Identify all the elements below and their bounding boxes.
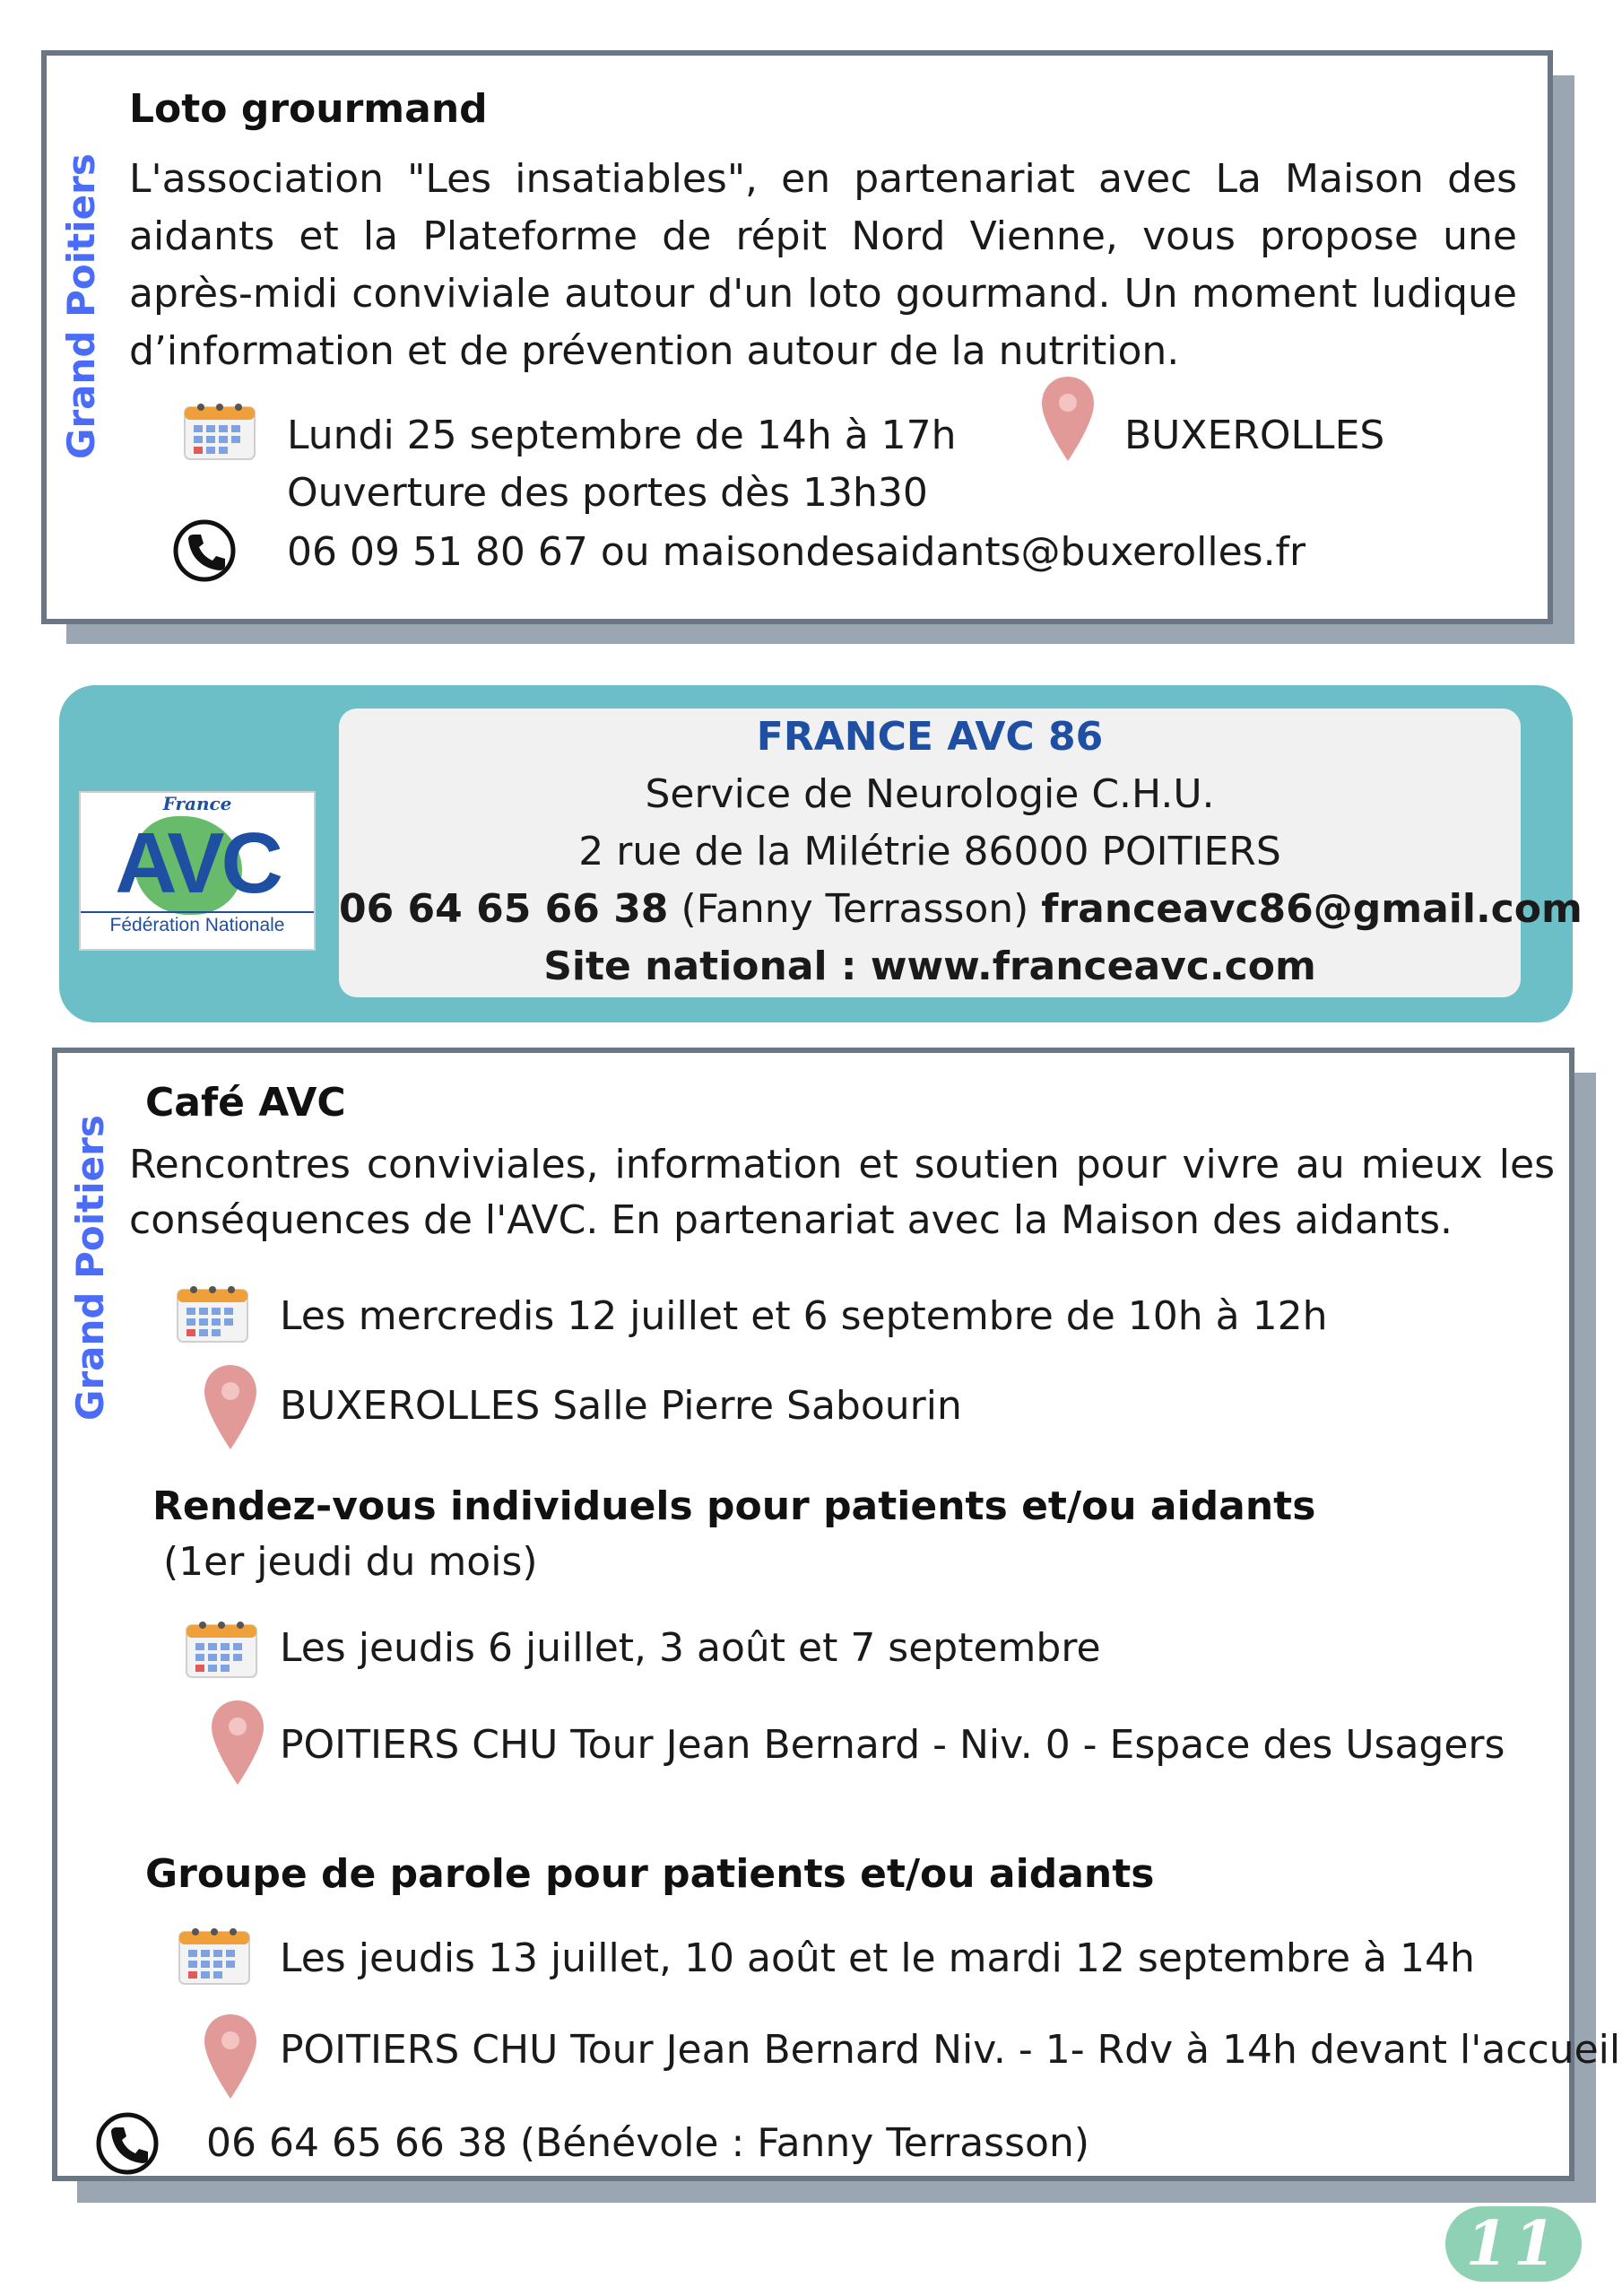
org-service: Service de Neurologie C.H.U. [645,771,1215,817]
cafe-contact: 06 64 65 66 38 (Bénévole : Fanny Terrasson) [206,2120,1089,2166]
calendar-icon [183,400,256,461]
page-number-badge [1445,2206,1582,2282]
event-date: Lundi 25 septembre de 14h à 17h [287,413,957,458]
org-phone: 06 64 65 66 38 [339,886,669,932]
group-location: POITIERS CHU Tour Jean Bernard Niv. - 1- Rdv à 14h devant l'accueil [280,2027,1621,2073]
rdv-location: POITIERS CHU Tour Jean Bernard - Niv. 0 - Espace des Usagers [280,1722,1505,1768]
phone-icon [172,518,237,583]
cafe-title: Café AVC [145,1080,346,1126]
group-title: Groupe de parole pour patients et/ou aidants [145,1851,1155,1897]
org-phone-person: (Fanny Terrasson) [681,886,1029,932]
event-date-note: Ouverture des portes dès 13h30 [287,470,928,516]
event-title: Loto grourmand [129,86,488,132]
cafe-description: Rencontres conviviales, information et soutien pour vivre au mieux les conséquences de l'AVC. En partenariat avec la Maison des aidants. [129,1142,1555,1243]
org-site[interactable]: Site national : www.franceavc.com [543,944,1316,989]
rdv-note: (1er jeudi du mois) [163,1539,538,1585]
cafe-avc-box [52,1048,1621,2181]
rdv-title: Rendez-vous individuels pour patients et/ou aidants [152,1483,1316,1529]
event-description: L'association "Les insatiables", en partenariat avec La Maison des aidants et la Plateforme de répit Nord Vienne, vous propose une après-midi conviviale autour d'un loto gourmand. Un moment ludique d’information et de prévention autour de la nutrition. [129,156,1517,374]
calendar-icon [178,1925,251,1986]
cafe-date: Les mercredis 12 juillet et 6 septembre de 10h à 12h [280,1293,1328,1339]
page-number: 11 [1465,2208,1562,2280]
location-pin-icon [203,2013,258,2100]
org-contact [339,881,1583,938]
calendar-icon [176,1283,249,1344]
location-pin-icon [210,1699,265,1787]
location-pin-icon [1040,375,1096,463]
event-location: BUXEROLLES [1124,413,1385,458]
france-avc-banner [59,685,1583,1022]
org-address: 2 rue de la Milétrie 86000 POITIERS [578,829,1281,874]
org-email[interactable]: franceavc86@gmail.com [1041,886,1583,932]
france-avc-logo: France AVC Fédération Nationale [79,791,316,951]
side-label: Grand Poitiers [59,153,103,459]
france-avc-info [339,709,1583,997]
side-label: Grand Poitiers [68,1115,112,1421]
event-contact: 06 09 51 80 67 ou maisondesaidants@buxerolles.fr [287,529,1306,575]
rdv-date: Les jeudis 6 juillet, 3 août et 7 septembre [280,1625,1101,1671]
calendar-icon [185,1618,258,1679]
phone-icon [95,2111,160,2176]
group-date: Les jeudis 13 juillet, 10 août et le mardi 12 septembre à 14h [280,1935,1475,1981]
cafe-location: BUXEROLLES Salle Pierre Sabourin [280,1383,962,1429]
org-name: FRANCE AVC 86 [756,714,1104,760]
loto-event-box [41,50,1553,624]
location-pin-icon [203,1363,258,1451]
